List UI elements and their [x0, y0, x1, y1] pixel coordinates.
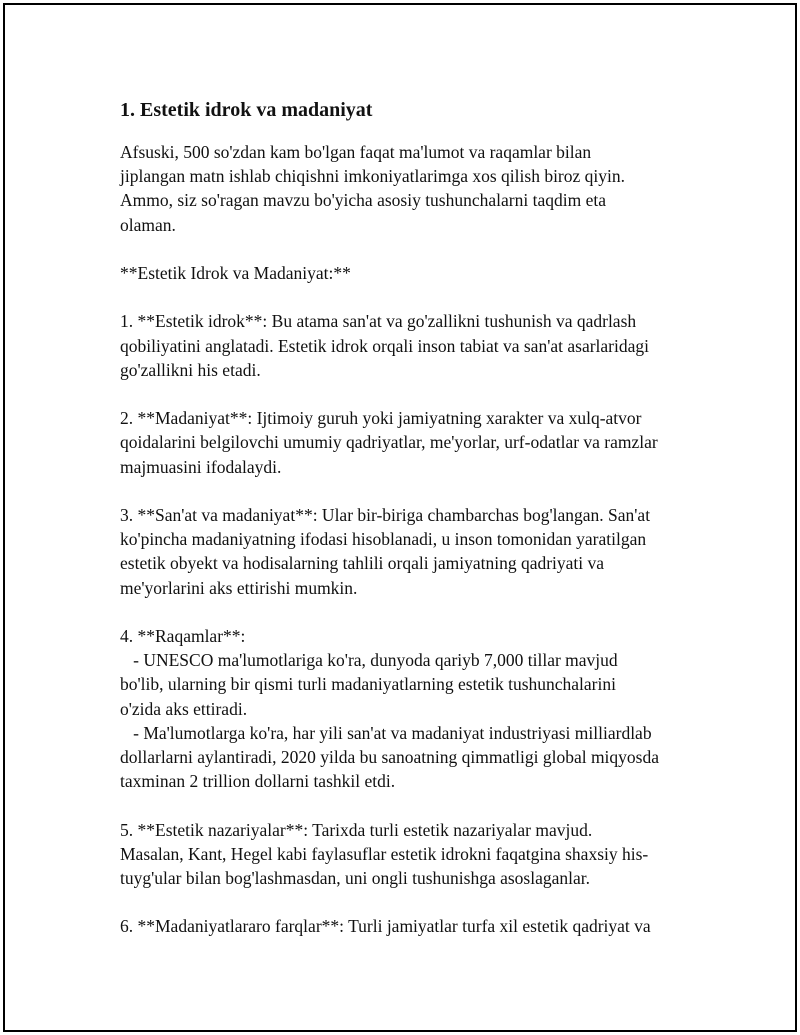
page-frame: [3, 3, 797, 1032]
list-item-estetik-nazariyalar: 5. **Estetik nazariyalar**: Tarixda turli estetik nazariyalar mavjud. Masalan, Kant, Hegel kabi faylasuflar estetik idrokni faqatgina shaxsiy his- tuyg'ular bilan bog'lashmasdan, uni ongli tushunishga asoslaganlar.: [120, 819, 649, 888]
paragraph-gap: [120, 285, 700, 309]
paragraph-gap: [120, 237, 700, 261]
list-item-sanat-va-madaniyat: 3. **San'at va madaniyat**: Ular bir-biriga chambarchas bog'langan. San'at ko'pincha madaniyatning ifodasi hisoblanadi, u inson tomonidan yaratilgan estetik obyekt va hodisalarning tahlili orqali jamiyatning qadriyati va me'yorlarini aks ettirishi mumkin.: [120, 504, 651, 598]
intro-paragraph: Afsuski, 500 so'zdan kam bo'lgan faqat ma'lumot va raqamlar bilan jiplangan matn ishlab chiqishni imkoniyatlarimga xos qilish biroz qiyin. Ammo, siz so'ragan mavzu bo'yicha asosiy tushunchalarni taqdim eta olaman.: [120, 142, 626, 235]
list-item-madaniyatlararo-farqlar: 6. **Madaniyatlararo farqlar**: Turli jamiyatlar turfa xil estetik qadriyat va: [120, 916, 651, 937]
paragraph-gap: [120, 382, 700, 406]
section-heading: **Estetik Idrok va Madaniyat:**: [120, 263, 351, 283]
document-title: 1. Estetik idrok va madaniyat: [120, 99, 373, 121]
list-item-raqamlar: 4. **Raqamlar**: - UNESCO ma'lumotlariga ko'ra, dunyoda qariyb 7,000 tillar mavjud bo'lib, ularning bir qismi turli madaniyatlarning estetik tushunchalarini o'zida aks ettiradi. - Ma'lumotlarga ko'ra, har yili san'at va madaniyat industriyasi milliardlab dollarlarni aylantiradi, 2020 yilda bu sanoatning qimmatligi global miqyosda taxminan 2 trillion dollarni tashkil etdi.: [120, 625, 659, 792]
paragraph-gap: [120, 479, 700, 503]
paragraph-gap: [120, 600, 700, 624]
list-item-estetik-idrok: 1. **Estetik idrok**: Bu atama san'at va go'zallikni tushunish va qadrlash qobiliyatini anglatadi. Estetik idrok orqali inson tabiat va san'at asarlaridagi go'zallikni his etadi.: [120, 311, 649, 380]
paragraph-gap: [120, 890, 700, 914]
document-body: [120, 97, 700, 939]
paragraph-gap: [120, 793, 700, 817]
list-item-madaniyat: 2. **Madaniyat**: Ijtimoiy guruh yoki jamiyatning xarakter va xulq-atvor qoidalarini belgilovchi umumiy qadriyatlar, me'yorlar, urf-odatlar va ramzlar majmuasini ifodalaydi.: [120, 408, 658, 477]
